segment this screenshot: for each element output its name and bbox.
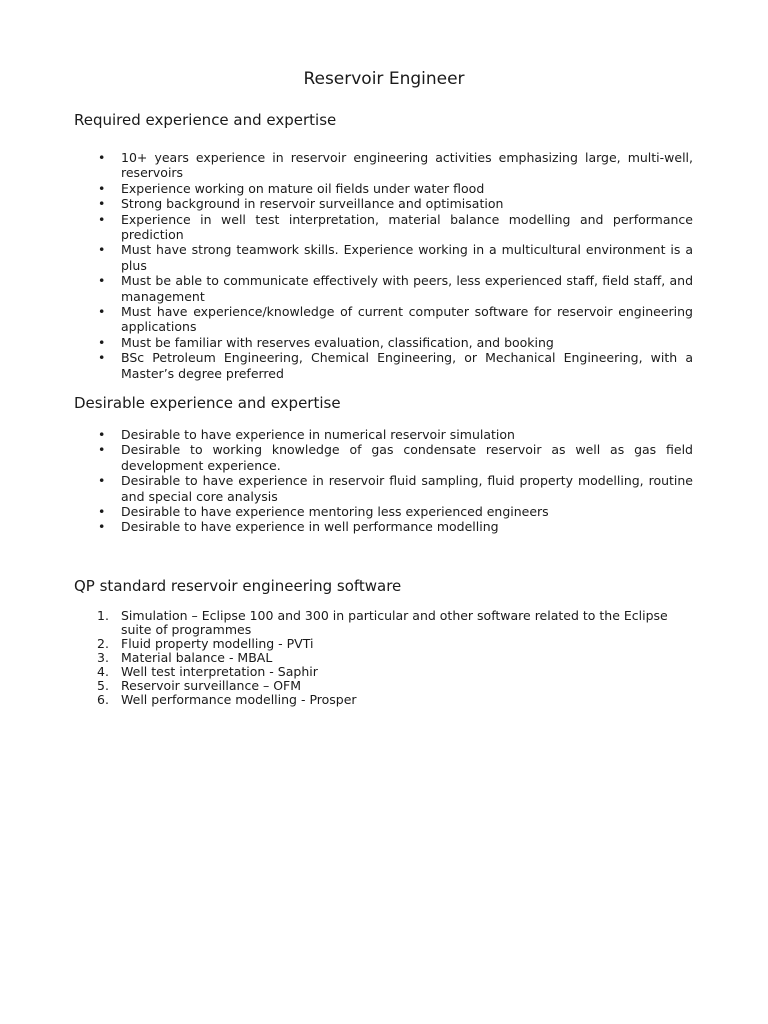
list-item: • Strong background in reservoir surveillance and optimisation — [121, 196, 693, 211]
list-item-text: Simulation – Eclipse 100 and 300 in particular and other software related to the Eclipse suite of programmes — [121, 608, 668, 637]
list-item: • Must have experience/knowledge of current computer software for reservoir engineering applications — [121, 304, 693, 335]
list-item — [97, 650, 693, 665]
document-title: Reservoir Engineer — [303, 69, 465, 89]
section-heading-desirable: Desirable experience and expertise — [74, 394, 341, 412]
desirable-experience-list — [121, 427, 693, 535]
list-item-text: Well performance modelling - Prosper — [121, 692, 357, 707]
list-number: 5. — [97, 678, 109, 693]
list-number: 6. — [97, 692, 109, 707]
list-item — [97, 692, 693, 707]
required-experience-list — [121, 150, 693, 381]
list-item — [97, 664, 693, 679]
list-item: • Desirable to working knowledge of gas condensate reservoir as well as gas field development experience. — [121, 442, 693, 473]
list-item-text: Reservoir surveillance – OFM — [121, 678, 302, 693]
list-item — [97, 608, 693, 637]
list-item — [97, 636, 693, 651]
section-heading-software: QP standard reservoir engineering software — [74, 577, 402, 595]
list-item: • BSc Petroleum Engineering, Chemical Engineering, or Mechanical Engineering, with a Master’s degree preferred — [121, 350, 693, 381]
list-item: • Desirable to have experience mentoring less experienced engineers — [121, 504, 693, 519]
software-list — [97, 608, 693, 707]
section-heading-required: Required experience and expertise — [74, 111, 337, 129]
list-item-text: Well test interpretation - Saphir — [121, 664, 318, 679]
list-item: • Experience working on mature oil fields under water flood — [121, 181, 693, 196]
list-item — [97, 678, 693, 693]
list-item: • Must have strong teamwork skills. Experience working in a multicultural environment is a plus — [121, 242, 693, 273]
list-item-text: Fluid property modelling - PVTi — [121, 636, 314, 651]
list-item: • Desirable to have experience in well performance modelling — [121, 519, 693, 534]
list-number: 3. — [97, 650, 109, 665]
list-item: • 10+ years experience in reservoir engineering activities emphasizing large, multi-well, reservoirs — [121, 150, 693, 181]
list-item: • Must be familiar with reserves evaluation, classification, and booking — [121, 335, 693, 350]
list-item: • Desirable to have experience in reservoir fluid sampling, fluid property modelling, routine and special core analysis — [121, 473, 693, 504]
list-number: 1. — [97, 608, 109, 623]
list-item: • Experience in well test interpretation, material balance modelling and performance prediction — [121, 212, 693, 243]
list-number: 2. — [97, 636, 109, 651]
list-item: • Must be able to communicate effectively with peers, less experienced staff, field staff, and management — [121, 273, 693, 304]
list-item-text: Material balance - MBAL — [121, 650, 273, 665]
list-number: 4. — [97, 664, 109, 679]
list-item: • Desirable to have experience in numerical reservoir simulation — [121, 427, 693, 442]
